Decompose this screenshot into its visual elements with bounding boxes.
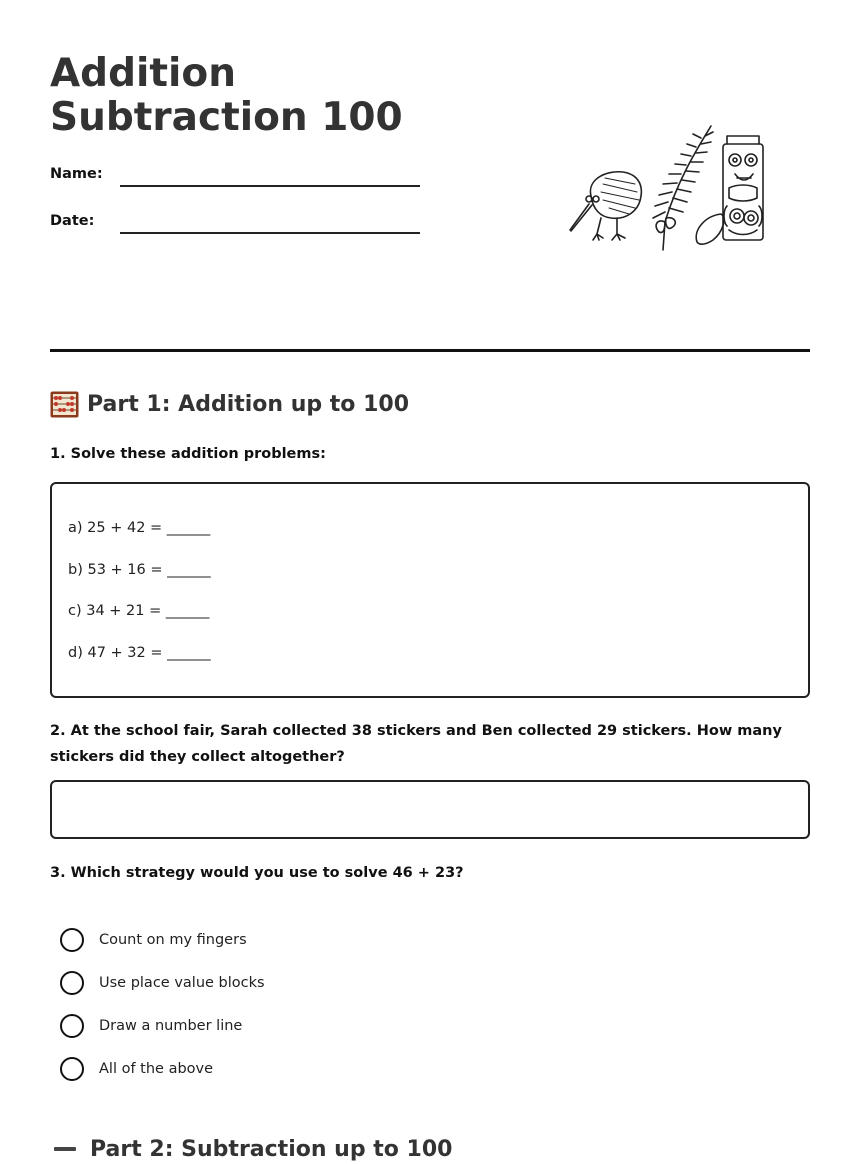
date-input-line[interactable] [120,232,420,234]
question-3-prompt: 3. Which strategy would you use to solve 46 + 23? [50,865,464,881]
fern-leaf-icon [653,126,713,250]
problem-c[interactable]: c) 34 + 21 = ______ [68,603,210,619]
option-label: Use place value blocks [99,975,265,991]
option-number-line[interactable] [60,1013,242,1039]
option-count-fingers[interactable] [60,927,247,953]
option-label: Draw a number line [99,1018,243,1034]
radio-icon[interactable] [60,928,84,952]
section-divider [50,349,810,352]
part1-title: Part 1: Addition up to 100 [87,391,410,417]
part1-heading [50,389,409,419]
radio-icon[interactable] [60,1014,84,1038]
header-illustration [565,122,770,254]
page-title: Addition Subtraction 100 [50,51,403,140]
part2-title: Part 2: Subtraction up to 100 [90,1136,453,1162]
problem-d[interactable]: d) 47 + 32 = ______ [68,645,211,661]
part2-heading [50,1134,452,1164]
question-2-answer-box[interactable] [50,780,810,839]
question-1-answer-box[interactable] [50,482,810,698]
stone-icon [696,214,724,244]
date-label: Date: [50,213,95,229]
kiwi-bird-icon [570,172,641,240]
abacus-icon [50,391,79,418]
question-2-prompt: 2. At the school fair, Sarah collected 38 stickers and Ben collected 29 stickers. How many stickers did they collect altogether? [50,723,782,765]
name-label: Name: [50,166,103,182]
option-place-value-blocks[interactable] [60,970,265,996]
minus-icon [54,1147,76,1151]
problem-a[interactable]: a) 25 + 42 = ______ [68,520,211,536]
date-field[interactable] [50,213,420,237]
question-1-prompt: 1. Solve these addition problems: [50,446,326,462]
radio-icon[interactable] [60,1057,84,1081]
radio-icon[interactable] [60,971,84,995]
option-label: Count on my fingers [99,932,247,948]
option-label: All of the above [99,1061,214,1077]
option-all-of-the-above[interactable] [60,1056,213,1082]
name-field[interactable] [50,166,420,190]
name-input-line[interactable] [120,185,420,187]
problem-b[interactable]: b) 53 + 16 = ______ [68,562,211,578]
tiki-carving-icon [723,136,763,240]
